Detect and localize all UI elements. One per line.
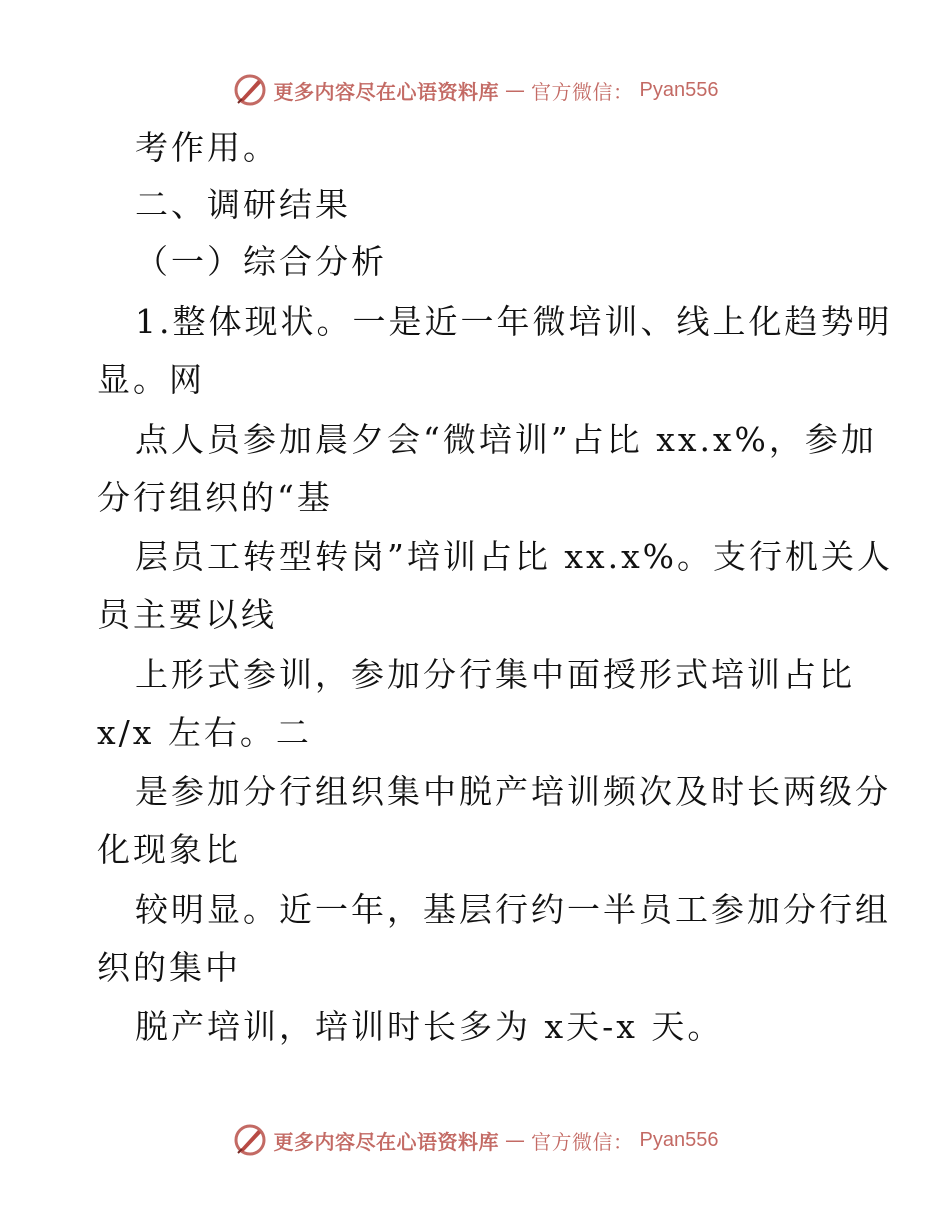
body-line: 分行组织的“基: [97, 478, 333, 517]
feather-pen-logo-icon: [232, 1122, 268, 1158]
footer-banner-content: [232, 1122, 719, 1158]
body-line: 层员工转型转岗”培训占比 xx.x%。支行机关人: [135, 537, 894, 576]
footer-site-name: 更多内容尽在心语资料库: [273, 1129, 500, 1154]
footer-wechat-id: Pyan556: [639, 1128, 719, 1151]
footer-wechat-label: 官方微信：: [531, 1129, 634, 1154]
body-line: 是参加分行组织集中脱产培训频次及时长两级分: [135, 772, 891, 811]
body-line: 员主要以线: [97, 595, 277, 634]
body-line: x/x 左右。二: [97, 713, 312, 752]
body-line: 上形式参训，参加分行集中面授形式培训占比: [135, 655, 855, 694]
body-line: 显。网: [97, 360, 205, 399]
body-line: 考作用。: [135, 128, 279, 167]
body-line: 脱产培训，培训时长多为 x天-x 天。: [135, 1007, 724, 1046]
header-wechat-id: Pyan556: [639, 78, 719, 101]
section-heading: 二、调研结果: [135, 185, 351, 224]
subsection-heading: （一）综合分析: [135, 242, 387, 281]
body-line: 织的集中: [97, 948, 241, 987]
body-line: 点人员参加晨夕会“微培训”占比 xx.x%，参加: [135, 420, 877, 459]
header-separator: —: [505, 78, 526, 102]
body-line: 化现象比: [97, 830, 241, 869]
footer-banner: [0, 1120, 950, 1160]
header-site-name: 更多内容尽在心语资料库: [273, 79, 500, 104]
body-line: 较明显。近一年，基层行约一半员工参加分行组: [135, 890, 891, 929]
header-wechat-label: 官方微信：: [531, 79, 634, 104]
footer-separator: —: [505, 1128, 526, 1152]
body-line: 1.整体现状。一是近一年微培训、线上化趋势明: [135, 302, 893, 341]
